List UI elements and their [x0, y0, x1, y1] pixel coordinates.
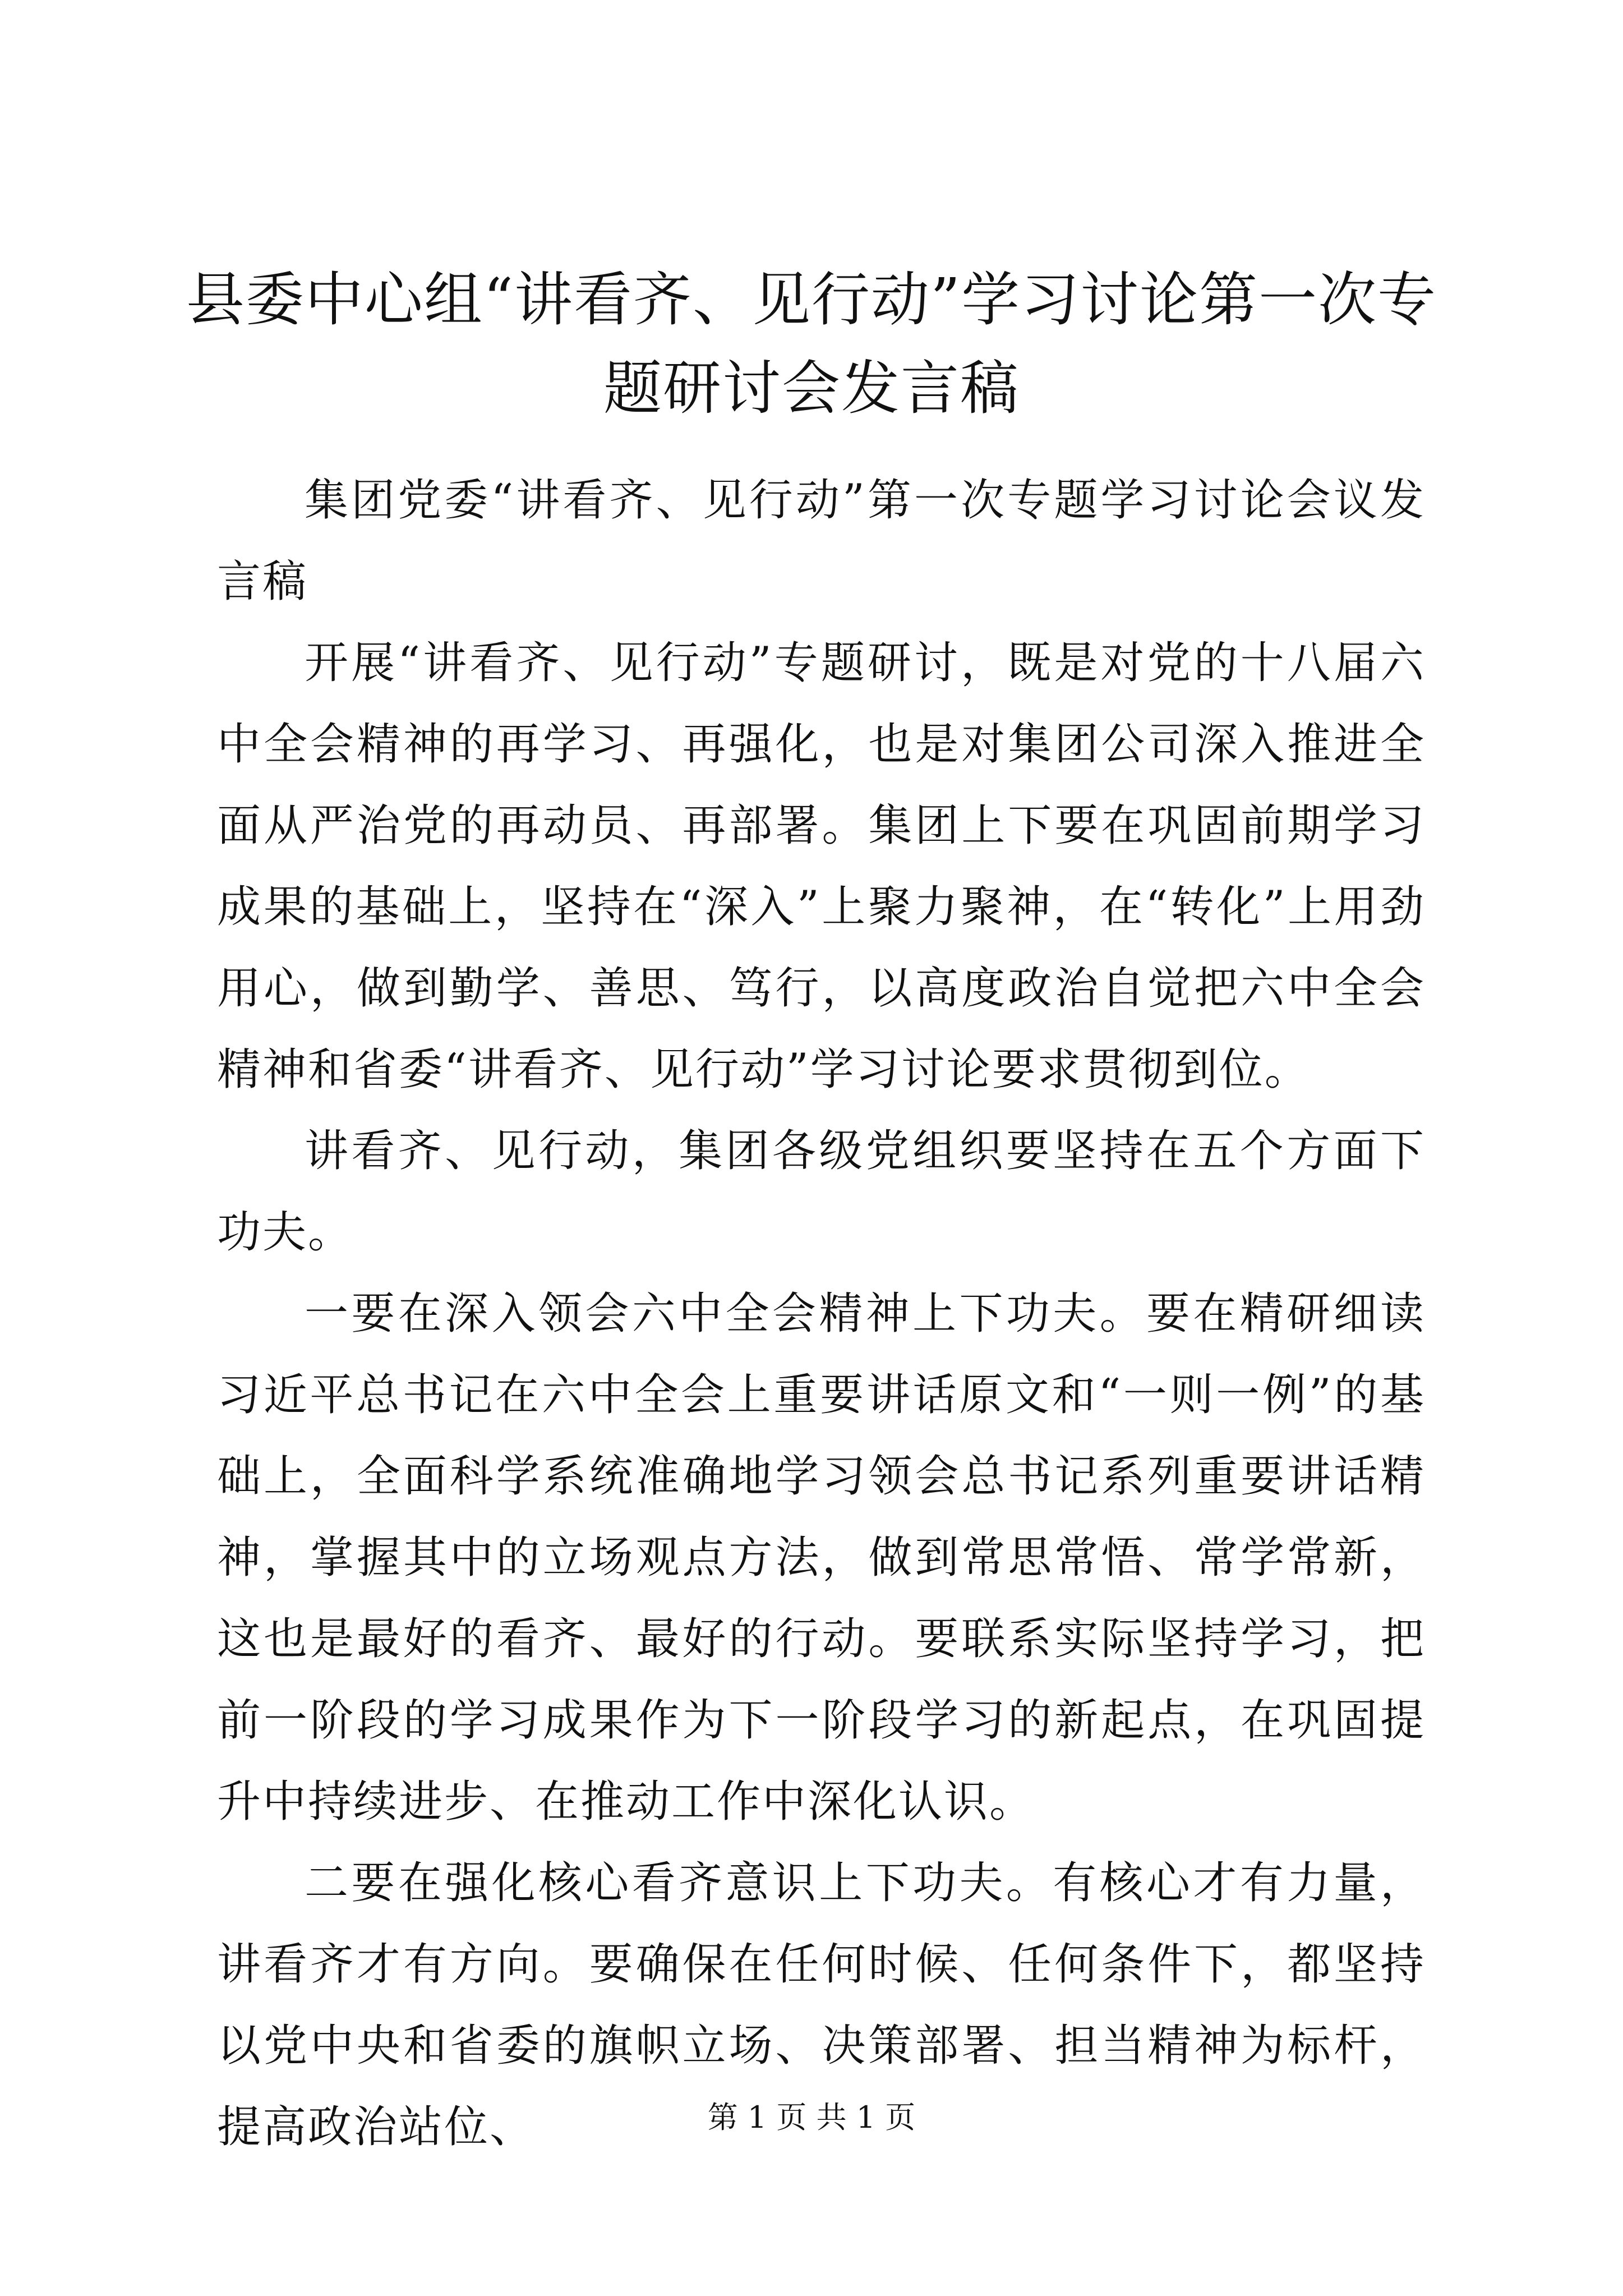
paragraph-intro: 开展“讲看齐、见行动”专题研讨，既是对党的十八届六中全会精神的再学习、再强化，也是对集团公司深入推进全面从严治党的再动员、再部署。集团上下要在巩固前期学习成果的基础上，坚持在“深入”上聚力聚神，在“转化”上用劲用心，做到勤学、善思、笃行，以高度政治自觉把六中全会精神和省委“讲看齐、见行动”学习讨论要求贯彻到位。	[217, 638, 1426, 1095]
paragraph-subtitle: 集团党委“讲看齐、见行动”第一次专题学习讨论会议发言稿	[217, 475, 1426, 607]
page-footer: 第 1 页 共 1 页	[707, 2100, 916, 2135]
paragraph-five-aspects: 讲看齐、见行动，集团各级党组织要坚持在五个方面下功夫。	[217, 1126, 1426, 1258]
paragraph-point-two: 二要在强化核心看齐意识上下功夫。有核心才有力量，讲看齐才有方向。要确保在任何时候、任何条件下，都坚持以党中央和省委的旗帜立场、决策部署、担当精神为标杆，提高政治站位、	[217, 1858, 1426, 2152]
paragraph-point-one: 一要在深入领会六中全会精神上下功夫。要在精研细读习近平总书记在六中全会上重要讲话原文和“一则一例”的基础上，全面科学系统准确地学习领会总书记系列重要讲话精神，掌握其中的立场观点方法，做到常思常悟、常学常新，这也是最好的看齐、最好的行动。要联系实际坚持学习，把前一阶段的学习成果作为下一阶段学习的新起点，在巩固提升中持续进步、在推动工作中深化认识。	[217, 1289, 1426, 1827]
document-body	[217, 460, 1426, 2168]
document-title: 县委中心组“讲看齐、见行动”学习讨论第一次专题研讨会发言稿	[186, 265, 1437, 422]
